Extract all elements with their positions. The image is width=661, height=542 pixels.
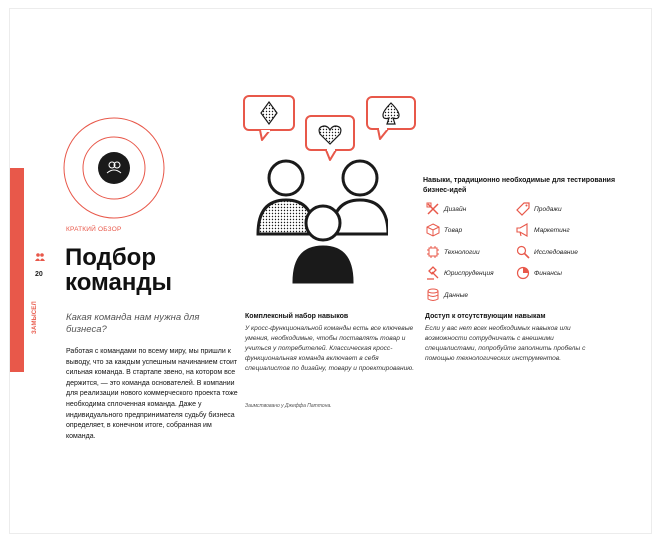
- skill-item-finance: Финансы: [516, 266, 562, 280]
- access-heading: Доступ к отсутствующим навыкам: [425, 313, 546, 320]
- marketing-icon: [516, 223, 530, 237]
- intro-paragraph: Работая с командами по всему миру, мы пришли к выводу, что за каждым успешным начинанием стоит сильная команда. В стартапе звено, на котором все держится, — это команда основателей. В компании для реализации нового коммерческого проекта тоже необходима сплоченная команда. Даже у индивидуального предпринимателя судьбу бизнеса определяет, в конечном итоге, собранная им команда.: [66, 348, 238, 440]
- page-title: Подбор команды: [65, 244, 173, 296]
- data-icon: [426, 288, 440, 302]
- speech-bubble-spade-icon: [312, 96, 362, 130]
- product-icon: [426, 223, 440, 237]
- research-icon: [516, 245, 530, 259]
- section-kicker: КРАТКИЙ ОБЗОР: [66, 226, 122, 233]
- skill-item-research: Исследование: [516, 245, 578, 259]
- skill-item-sales: Продажи: [516, 202, 562, 216]
- page-number: 20: [35, 271, 43, 278]
- skills-list-heading: Навыки, традиционно необходимые для тестирования бизнес-идей: [423, 177, 616, 194]
- chapter-label: ЗАМЫСЕЛ: [32, 301, 38, 334]
- skill-item-data: Данные: [426, 288, 468, 302]
- chapter-side-bar: [10, 168, 24, 372]
- design-icon: [426, 202, 440, 216]
- finance-icon: [516, 266, 530, 280]
- law-icon: [426, 266, 440, 280]
- skill-item-technology: Технологии: [426, 245, 480, 259]
- skill-item-product: Товар: [426, 223, 462, 237]
- credit-note: Заимствовано у Джеффа Паттона.: [245, 403, 332, 409]
- chapter-icon: [35, 252, 45, 262]
- skills-set-text: У кросс-функциональной команды есть все ключевые умения, необходимые, чтобы поставлять товар и учиться у потребителей. Классическая кросс-функциональная команда включает в себя специалистов по дизайну, товару и проектированию.: [245, 325, 415, 372]
- technology-icon: [426, 245, 440, 259]
- page-subtitle: Какая команда нам нужна для бизнеса?: [66, 312, 200, 335]
- skill-item-marketing: Маркетинг: [516, 223, 570, 237]
- access-text: Если у вас нет всех необходимых навыков или возможности сотрудничать с внешними специалистами, попробуйте заполнить пробелы с помощью технологических инструментов.: [425, 325, 586, 362]
- skill-item-design: Дизайн: [426, 202, 466, 216]
- sales-icon: [516, 202, 530, 216]
- skill-item-law: Юриспруденция: [426, 266, 494, 280]
- speech-bubble-spade-icon: [366, 96, 418, 142]
- skills-set-heading: Комплексный набор навыков: [245, 313, 349, 320]
- target-rings-icon: [62, 116, 166, 220]
- speech-bubble-diamond-icon: [244, 96, 294, 140]
